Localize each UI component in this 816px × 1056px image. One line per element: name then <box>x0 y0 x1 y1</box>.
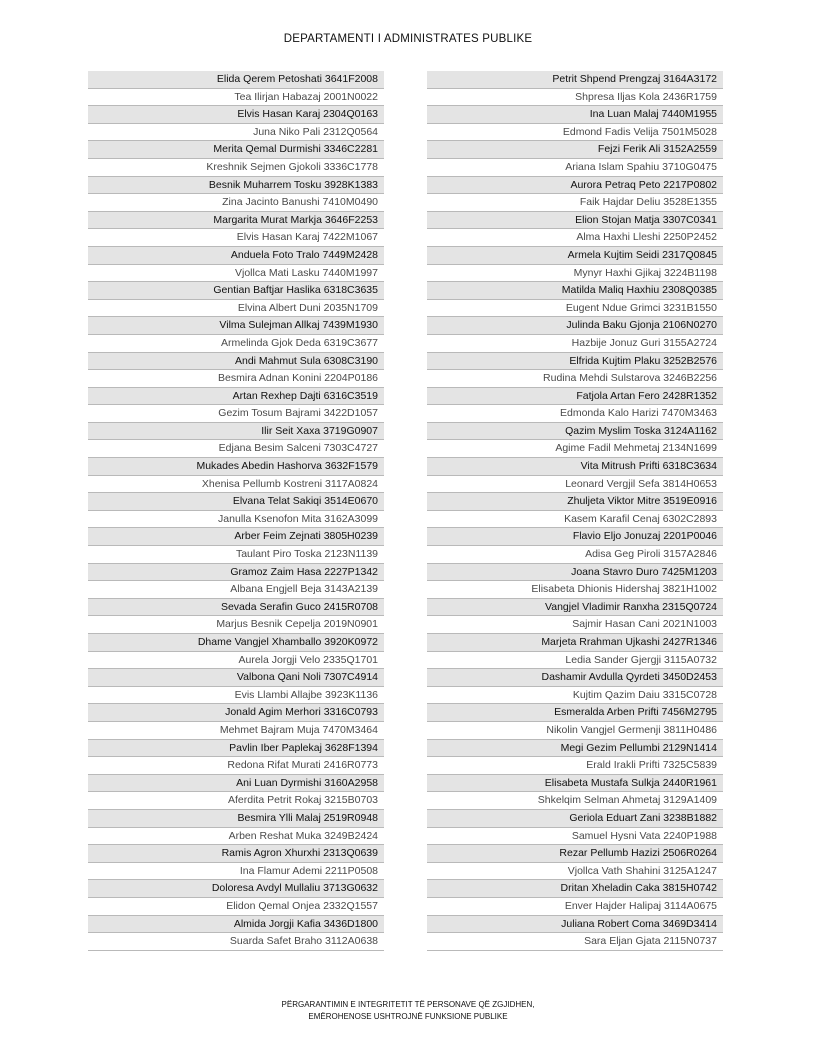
list-item: Edmond Fadis Velija 7501M5028 <box>427 124 723 142</box>
list-item: Adisa Geg Piroli 3157A2846 <box>427 546 723 564</box>
list-item: Gramoz Zaim Hasa 2227P1342 <box>88 564 384 582</box>
list-item: Fatjola Artan Fero 2428R1352 <box>427 388 723 406</box>
list-item: Elvana Telat Sakiqi 3514E0670 <box>88 493 384 511</box>
list-item: Vjollca Mati Lasku 7440M1997 <box>88 265 384 283</box>
list-item: Mukades Abedin Hashorva 3632F1579 <box>88 458 384 476</box>
list-item: Aurora Petraq Peto 2217P0802 <box>427 177 723 195</box>
list-item: Leonard Vergjil Sefa 3814H0653 <box>427 476 723 494</box>
list-item: Marjeta Rrahman Ujkashi 2427R1346 <box>427 634 723 652</box>
list-item: Hazbije Jonuz Guri 3155A2724 <box>427 335 723 353</box>
list-item: Vilma Sulejman Allkaj 7439M1930 <box>88 317 384 335</box>
list-item: Alma Haxhi Lleshi 2250P2452 <box>427 229 723 247</box>
list-item: Almida Jorgji Kafia 3436D1800 <box>88 916 384 934</box>
page-title: DEPARTAMENTI I ADMINISTRATES PUBLIKE <box>283 33 533 45</box>
list-item: Sevada Serafin Guco 2415R0708 <box>88 599 384 617</box>
list-item: Elfrida Kujtim Plaku 3252B2576 <box>427 353 723 371</box>
list-item: Kujtim Qazim Daiu 3315C0728 <box>427 687 723 705</box>
list-item: Aferdita Petrit Rokaj 3215B0703 <box>88 792 384 810</box>
list-item: Xhenisa Pellumb Kostreni 3117A0824 <box>88 476 384 494</box>
list-item: Evis Llambi Allajbe 3923K1136 <box>88 687 384 705</box>
list-item: Edjana Besim Salceni 7303C4727 <box>88 440 384 458</box>
list-item: Gezim Tosum Bajrami 3422D1057 <box>88 405 384 423</box>
list-item: Fejzi Ferik Ali 3152A2559 <box>427 141 723 159</box>
list-item: Megi Gezim Pellumbi 2129N1414 <box>427 740 723 758</box>
list-item: Ledia Sander Gjergji 3115A0732 <box>427 652 723 670</box>
list-item: Edmonda Kalo Harizi 7470M3463 <box>427 405 723 423</box>
list-item: Geriola Eduart Zani 3238B1882 <box>427 810 723 828</box>
list-item: Ilir Seit Xaxa 3719G0907 <box>88 423 384 441</box>
list-item: Marjus Besnik Cepelja 2019N0901 <box>88 616 384 634</box>
right-column <box>427 71 723 951</box>
list-item: Artan Rexhep Dajti 6316C3519 <box>88 388 384 406</box>
list-item: Arben Reshat Muka 3249B2424 <box>88 828 384 846</box>
list-item: Valbona Qani Noli 7307C4914 <box>88 669 384 687</box>
list-item: Ina Luan Malaj 7440M1955 <box>427 106 723 124</box>
list-item: Tea Ilirjan Habazaj 2001N0022 <box>88 89 384 107</box>
list-item: Elvis Hasan Karaj 2304Q0163 <box>88 106 384 124</box>
list-item: Albana Engjell Beja 3143A2139 <box>88 581 384 599</box>
footer-line-2: EMËROHENOSE USHTROJNË FUNKSIONE PUBLIKE <box>308 1012 508 1021</box>
list-item: Gentian Baftjar Haslika 6318C3635 <box>88 282 384 300</box>
list-item: Dhame Vangjel Xhamballo 3920K0972 <box>88 634 384 652</box>
list-item: Nikolin Vangjel Germenji 3811H0486 <box>427 722 723 740</box>
list-item: Pavlin Iber Paplekaj 3628F1394 <box>88 740 384 758</box>
list-item: Sara Eljan Gjata 2115N0737 <box>427 933 723 951</box>
list-item: Shkelqim Selman Ahmetaj 3129A1409 <box>427 792 723 810</box>
list-item: Esmeralda Arben Prifti 7456M2795 <box>427 704 723 722</box>
list-item: Juliana Robert Coma 3469D3414 <box>427 916 723 934</box>
list-item: Qazim Myslim Toska 3124A1162 <box>427 423 723 441</box>
left-column <box>88 71 384 951</box>
list-item: Dritan Xheladin Caka 3815H0742 <box>427 880 723 898</box>
list-item: Besnik Muharrem Tosku 3928K1383 <box>88 177 384 195</box>
list-item: Faik Hajdar Deliu 3528E1355 <box>427 194 723 212</box>
list-item: Besmira Ylli Malaj 2519R0948 <box>88 810 384 828</box>
list-item: Julinda Baku Gjonja 2106N0270 <box>427 317 723 335</box>
list-item: Kreshnik Sejmen Gjokoli 3336C1778 <box>88 159 384 177</box>
list-item: Rudina Mehdi Sulstarova 3246B2256 <box>427 370 723 388</box>
list-item: Enver Hajder Halipaj 3114A0675 <box>427 898 723 916</box>
list-item: Arber Feim Zejnati 3805H0239 <box>88 528 384 546</box>
list-item: Taulant Piro Toska 2123N1139 <box>88 546 384 564</box>
list-item: Vita Mitrush Prifti 6318C3634 <box>427 458 723 476</box>
list-item: Ariana Islam Spahiu 3710G0475 <box>427 159 723 177</box>
list-item: Joana Stavro Duro 7425M1203 <box>427 564 723 582</box>
list-item: Ina Flamur Ademi 2211P0508 <box>88 863 384 881</box>
list-item: Eugent Ndue Grimci 3231B1550 <box>427 300 723 318</box>
list-item: Dashamir Avdulla Qyrdeti 3450D2453 <box>427 669 723 687</box>
footer-line-1: PËRGARANTIMIN E INTEGRITETIT TË PERSONAVE QË ZGJIDHEN, <box>281 1000 535 1009</box>
list-item: Zhuljeta Viktor Mitre 3519E0916 <box>427 493 723 511</box>
list-item: Jonald Agim Merhori 3316C0793 <box>88 704 384 722</box>
list-item: Margarita Murat Markja 3646F2253 <box>88 212 384 230</box>
list-item: Elida Qerem Petoshati 3641F2008 <box>88 71 384 89</box>
list-item: Elion Stojan Matja 3307C0341 <box>427 212 723 230</box>
list-item: Merita Qemal Durmishi 3346C2281 <box>88 141 384 159</box>
list-item: Sajmir Hasan Cani 2021N1003 <box>427 616 723 634</box>
list-item: Anduela Foto Tralo 7449M2428 <box>88 247 384 265</box>
list-item: Elidon Qemal Onjea 2332Q1557 <box>88 898 384 916</box>
list-item: Shpresa Iljas Kola 2436R1759 <box>427 89 723 107</box>
list-item: Armelinda Gjok Deda 6319C3677 <box>88 335 384 353</box>
list-item: Redona Rifat Murati 2416R0773 <box>88 757 384 775</box>
list-item: Doloresa Avdyl Mullaliu 3713G0632 <box>88 880 384 898</box>
list-item: Elisabeta Mustafa Sulkja 2440R1961 <box>427 775 723 793</box>
footer <box>0 999 816 1023</box>
list-item: Mynyr Haxhi Gjikaj 3224B1198 <box>427 265 723 283</box>
list-item: Elvina Albert Duni 2035N1709 <box>88 300 384 318</box>
list-item: Besmira Adnan Konini 2204P0186 <box>88 370 384 388</box>
list-item: Elvis Hasan Karaj 7422M1067 <box>88 229 384 247</box>
list-item: Flavio Eljo Jonuzaj 2201P0046 <box>427 528 723 546</box>
list-item: Erald Irakli Prifti 7325C5839 <box>427 757 723 775</box>
list-item: Aurela Jorgji Velo 2335Q1701 <box>88 652 384 670</box>
list-item: Rezar Pellumb Hazizi 2506R0264 <box>427 845 723 863</box>
list-item: Vjollca Vath Shahini 3125A1247 <box>427 863 723 881</box>
list-item: Samuel Hysni Vata 2240P1988 <box>427 828 723 846</box>
list-item: Elisabeta Dhionis Hidershaj 3821H1002 <box>427 581 723 599</box>
list-item: Agime Fadil Mehmetaj 2134N1699 <box>427 440 723 458</box>
list-item: Vangjel Vladimir Ranxha 2315Q0724 <box>427 599 723 617</box>
list-item: Petrit Shpend Prengzaj 3164A3172 <box>427 71 723 89</box>
list-item: Zina Jacinto Banushi 7410M0490 <box>88 194 384 212</box>
list-item: Ramis Agron Xhurxhi 2313Q0639 <box>88 845 384 863</box>
list-item: Andi Mahmut Sula 6308C3190 <box>88 353 384 371</box>
list-item: Janulla Ksenofon Mita 3162A3099 <box>88 511 384 529</box>
list-item: Armela Kujtim Seidi 2317Q0845 <box>427 247 723 265</box>
list-item: Ani Luan Dyrmishi 3160A2958 <box>88 775 384 793</box>
list-item: Suarda Safet Braho 3112A0638 <box>88 933 384 951</box>
list-item: Matilda Maliq Haxhiu 2308Q0385 <box>427 282 723 300</box>
list-item: Juna Niko Pali 2312Q0564 <box>88 124 384 142</box>
list-item: Mehmet Bajram Muja 7470M3464 <box>88 722 384 740</box>
list-item: Kasem Karafil Cenaj 6302C2893 <box>427 511 723 529</box>
